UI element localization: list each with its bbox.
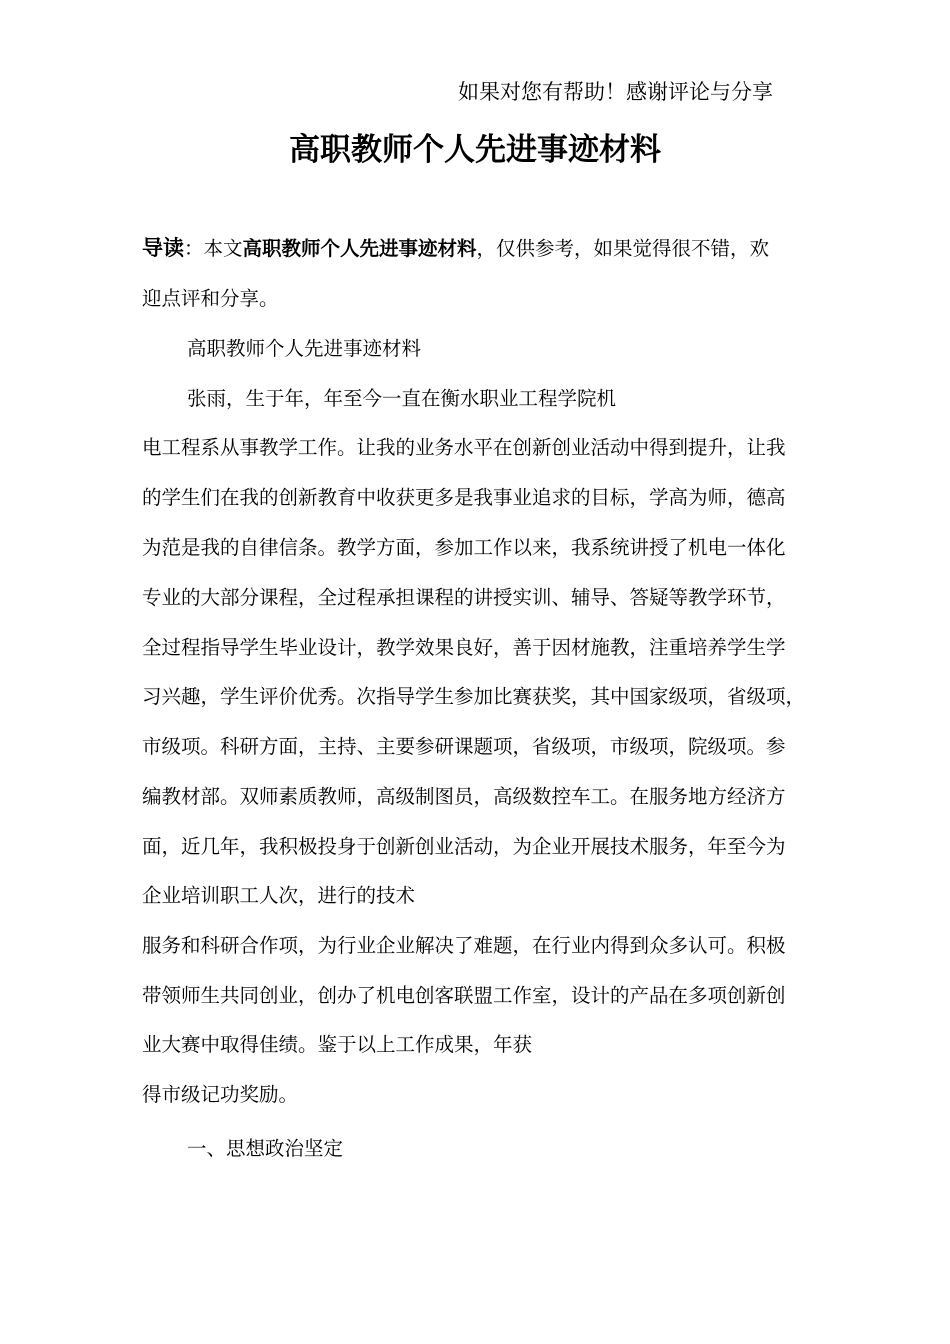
paragraph-line: 编教材部。双师素质教师，高级制图员，高级数控车工。在服务地方经济方 [142, 785, 786, 808]
intro-colon: ： [184, 237, 204, 260]
body-subtitle: 高职教师个人先进事迹材料 [187, 337, 422, 360]
paragraph-line: 业大赛中取得佳绩。鉴于以上工作成果，年获 [142, 1033, 533, 1056]
paragraph-line: 为范是我的自律信条。教学方面，参加工作以来，我系统讲授了机电一体化 [142, 536, 786, 559]
section-heading: 一、思想政治坚定 [187, 1137, 344, 1160]
paragraph-line: 市级项。科研方面，主持、主要参研课题项，省级项，市级项，院级项。参 [142, 735, 786, 758]
paragraph-line: 电工程系从事教学工作。让我的业务水平在创新创业活动中得到提升，让我 [142, 436, 786, 459]
intro-title-ref: 高职教师个人先进事迹材料 [242, 237, 477, 260]
paragraph-line: 的学生们在我的创新教育中收获更多是我事业追求的目标，学高为师，德高 [142, 486, 786, 509]
intro-line [142, 233, 769, 264]
intro-label: 导读 [142, 236, 184, 260]
intro-line-2: 迎点评和分享。 [142, 287, 279, 310]
paragraph-line: 全过程指导学生毕业设计，教学效果良好，善于因材施教，注重培养学生学 [142, 636, 786, 659]
paragraph-line: 面，近几年，我积极投身于创新创业活动，为企业开展技术服务，年至今为 [142, 835, 786, 858]
intro-text-after: ，仅供参考，如果觉得很不错，欢 [476, 237, 770, 260]
intro-text-before: 本文 [203, 237, 243, 260]
paragraph-line: 得市级记功奖励。 [142, 1083, 299, 1106]
paragraph-line: 带领师生共同创业，创办了机电创客联盟工作室，设计的产品在多项创新创 [142, 984, 786, 1007]
header-note: 如果对您有帮助！感谢评论与分享 [458, 80, 773, 104]
paragraph-line: 张雨，生于年，年至今一直在衡水职业工程学院机 [187, 387, 617, 410]
paragraph-line: 服务和科研合作项，为行业企业解决了难题，在行业内得到众多认可。积极 [142, 934, 786, 957]
paragraph-line: 习兴趣，学生评价优秀。次指导学生参加比赛获奖，其中国家级项，省级项， [142, 685, 806, 708]
paragraph-line: 专业的大部分课程，全过程承担课程的讲授实训、辅导、答疑等教学环节， [142, 586, 786, 609]
document-title: 高职教师个人先进事迹材料 [289, 132, 661, 168]
paragraph-line: 企业培训职工人次，进行的技术 [142, 884, 416, 907]
